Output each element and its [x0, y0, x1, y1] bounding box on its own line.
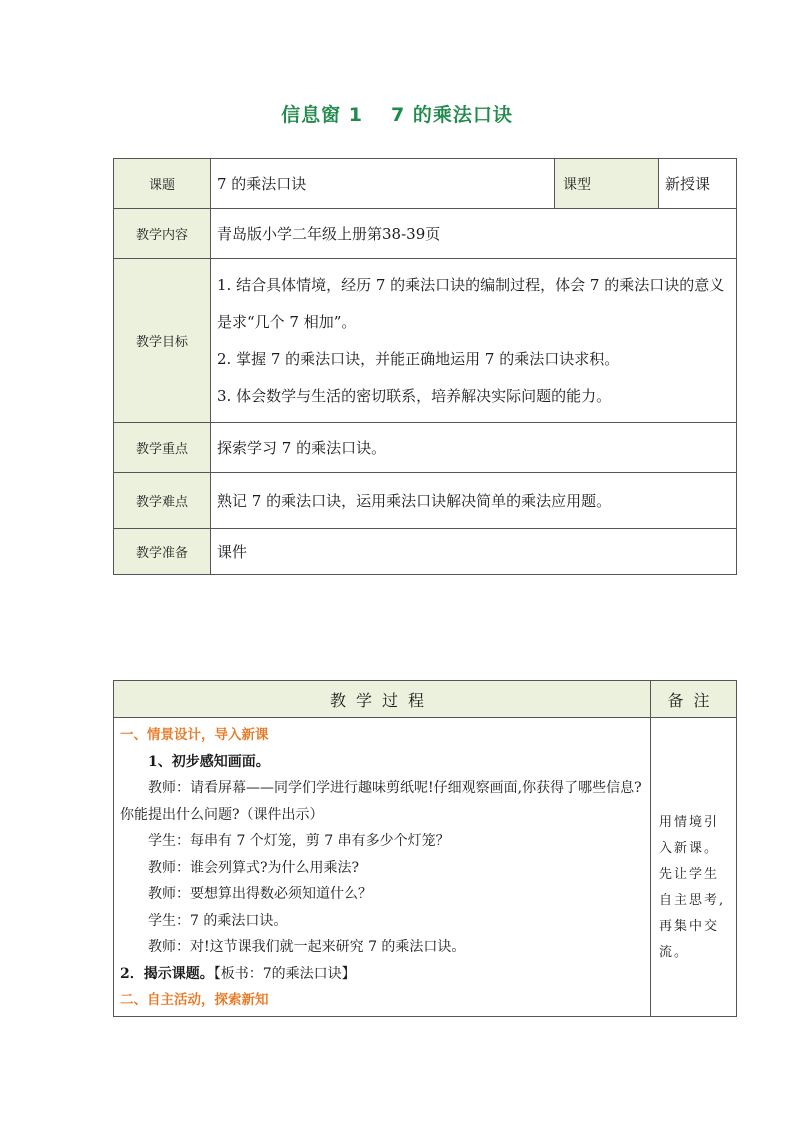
dialogue-line: 教师：要想算出得数必须知道什么？	[148, 886, 372, 902]
prep-label: 教学准备	[114, 529, 211, 575]
step-two-label: 2．揭示课题。	[120, 965, 214, 982]
type-label: 课型	[555, 159, 659, 209]
prep-value: 课件	[211, 529, 737, 575]
teaching-process-table	[113, 680, 737, 1017]
process-header: 教学过程	[114, 681, 651, 718]
note-line: 先让学生	[659, 867, 720, 882]
dialogue-line: 教师：对!这节课我们就一起来研究 7 的乘法口诀。	[148, 939, 466, 955]
topic-value: 7 的乘法口诀	[211, 159, 555, 209]
info-row-topic	[114, 159, 737, 209]
section-heading: 一、情景设计，导入新课	[120, 727, 269, 743]
info-row-prep	[114, 529, 737, 575]
note-line: 自主思考,	[659, 893, 726, 908]
topic-label: 课题	[114, 159, 211, 209]
info-row-content	[114, 209, 737, 259]
step-two	[120, 961, 644, 988]
process-content	[114, 718, 651, 1017]
key-value: 探索学习 7 的乘法口诀。	[211, 423, 737, 473]
title-left: 信息窗 1	[281, 104, 363, 126]
info-row-key	[114, 423, 737, 473]
goal-item: 2. 掌握 7 的乘法口诀，并能正确地运用 7 的乘法口诀求积。	[217, 349, 620, 368]
title-right: 7 的乘法口诀	[391, 104, 513, 126]
key-label: 教学重点	[114, 423, 211, 473]
content-value: 青岛版小学二年级上册第38-39页	[211, 209, 737, 259]
step-heading: 1、初步感知画面。	[148, 753, 270, 770]
dialogue-line: 学生：每串有 7 个灯笼，剪 7 串有多少个灯笼？	[148, 833, 450, 849]
goal-item: 1. 结合具体情境，经历 7 的乘法口诀的编制过程，体会 7 的乘法口诀的意义是求“几个 7 相加”。	[217, 275, 725, 331]
info-row-goals	[114, 259, 737, 423]
step-two-board: 【板书：7的乘法口诀】	[213, 965, 356, 982]
notes-header: 备注	[651, 681, 737, 718]
note-line: 再集中交	[659, 919, 720, 934]
process-body-row	[114, 718, 737, 1017]
goal-list	[211, 259, 737, 423]
note-line: 流。	[659, 945, 690, 960]
difficulty-value: 熟记 7 的乘法口诀，运用乘法口诀解决简单的乘法应用题。	[211, 473, 737, 529]
notes-column	[651, 718, 737, 1017]
section-heading: 二、自主活动，探索新知	[120, 992, 269, 1008]
lesson-info-table	[113, 158, 737, 575]
dialogue-line: 学生：7 的乘法口诀。	[148, 912, 288, 929]
note-line: 用情境引	[659, 815, 720, 830]
goal-label: 教学目标	[114, 259, 211, 423]
dialogue-line: 教师：谁会列算式?为什么用乘法?	[148, 859, 360, 876]
content-label: 教学内容	[114, 209, 211, 259]
note-line: 入新课。	[659, 841, 720, 856]
type-value: 新授课	[659, 159, 737, 209]
page-title	[0, 100, 794, 127]
goal-item: 3. 体会数学与生活的密切联系，培养解决实际问题的能力。	[217, 386, 612, 405]
dialogue-line: 教师：请看屏幕——同学们学进行趣味剪纸呢!仔细观察画面,你获得了哪些信息?你能提出什么问题?（课件出示）	[120, 780, 642, 823]
info-row-difficulty	[114, 473, 737, 529]
difficulty-label: 教学难点	[114, 473, 211, 529]
process-header-row	[114, 681, 737, 718]
